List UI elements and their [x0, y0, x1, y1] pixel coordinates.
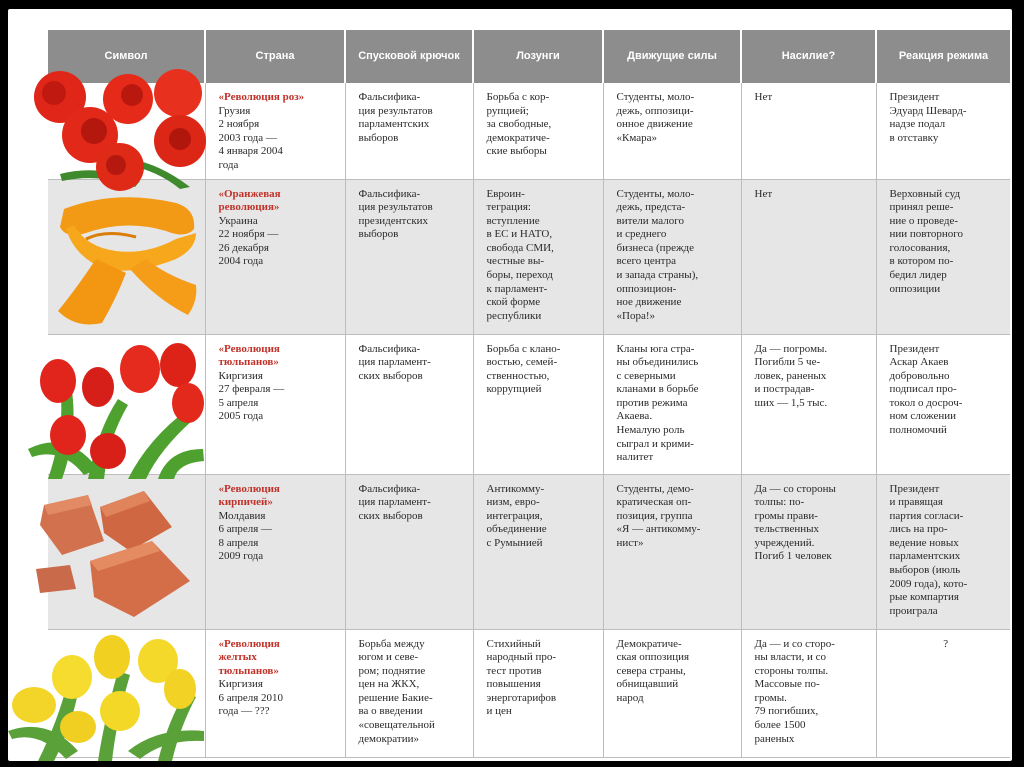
country-dates: Киргизия 27 февраля — 5 апреля 2005 года — [218, 369, 285, 423]
orange-scarf-icon — [46, 189, 206, 339]
trigger-cell: Фальсифика- ция результатов парламентских выборов — [345, 83, 473, 179]
country-dates: Киргизия 6 апреля 2010 года — ??? — [218, 678, 284, 718]
driving-forces-cell: Демократиче- ская оппозиция севера страны, обнищавший народ — [603, 629, 741, 757]
country-cell — [205, 83, 345, 179]
header-regime-reaction: Реакция режима — [876, 30, 1010, 83]
slogans-cell: Антикомму- низм, евро- интеграция, объединение с Румынией — [473, 474, 603, 629]
header-trigger: Спусковой крючок — [345, 30, 473, 83]
header-violence: Насилие? — [741, 30, 876, 83]
violence-cell: Нет — [741, 179, 876, 334]
country-cell — [205, 474, 345, 629]
driving-forces-cell: Студенты, демо- кратическая оп- позиция, группа «Я — антикомму- нист» — [603, 474, 741, 629]
revolution-name: «Революция роз» — [218, 91, 305, 103]
trigger-cell: Фальсифика- ция парламент- ских выборов — [345, 334, 473, 474]
header-symbol: Символ — [48, 30, 205, 83]
slogans-cell: Евроин- теграция: вступление в ЕС и НАТО, свобода СМИ, честные вы- боры, переход к парламент- ской форме республики — [473, 179, 603, 334]
regime-reaction-cell: Президент Аскар Акаев добровольно подписал про- токол о досроч- ном сложении полномочий — [876, 334, 1010, 474]
header-country: Страна — [205, 30, 345, 83]
driving-forces-cell: Кланы юга стра- ны объединились с северными кланами в борьбе против режима Акаева. Немалую роль сыграл и крими- налитет — [603, 334, 741, 474]
red-tulips-icon — [28, 339, 208, 479]
country-cell — [205, 179, 345, 334]
regime-reaction-cell: ? — [876, 629, 1010, 757]
country-dates: Молдавия 6 апреля — 8 апреля 2009 года — [218, 509, 273, 563]
header-driving-forces: Движущие силы — [603, 30, 741, 83]
slogans-cell: Стихийный народный про- тест против повышения энерготарифов и цен — [473, 629, 603, 757]
revolution-name: «Оранжевая революция» — [218, 187, 281, 214]
violence-cell: Да — со стороны толпы: по- громы прави- тельственных учреждений. Погиб 1 человек — [741, 474, 876, 629]
country-cell — [205, 629, 345, 757]
trigger-cell: Фальсифика- ция парламент- ских выборов — [345, 474, 473, 629]
sheet — [8, 9, 1012, 761]
country-dates: Грузия 2 ноября 2003 года — 4 января 2004 года — [218, 104, 283, 171]
revolution-name: «Революция желтых тюльпанов» — [218, 637, 280, 677]
yellow-tulips-icon — [8, 631, 208, 761]
country-dates: Украина 22 ноября — 26 декабря 2004 года — [218, 214, 279, 268]
driving-forces-cell: Студенты, моло- дежь, предста- вители малого и среднего бизнеса (прежде всего центра и запада страны), оппозицион- ное движение «Пора!» — [603, 179, 741, 334]
header-slogans: Лозунги — [473, 30, 603, 83]
driving-forces-cell: Студенты, моло- дежь, оппозици- онное движение «Кмара» — [603, 83, 741, 179]
bricks-icon — [34, 485, 204, 625]
slogans-cell: Борьба с кор- рупцией; за свободные, демократиче- ские выборы — [473, 83, 603, 179]
country-cell — [205, 334, 345, 474]
trigger-cell: Фальсифика- ция результатов президентских выборов — [345, 179, 473, 334]
violence-cell: Да — и со сторо- ны власти, и со стороны толпы. Массовые по- громы. 79 погибших, более 1500 раненых — [741, 629, 876, 757]
revolution-name: «Революция тюльпанов» — [218, 342, 280, 369]
violence-cell: Да — погромы. Погибли 5 че- ловек, раненых и пострадав- ших — 1,5 тыс. — [741, 334, 876, 474]
regime-reaction-cell: Президент и правящая партия согласи- лись на про- ведение новых парламентских выборов (июль 2009 года), кото- рые компартия проиграла — [876, 474, 1010, 629]
trigger-cell: Борьба между югом и севе- ром; поднятие цен на ЖКХ, решение Бакие- ва о введении «совещательной демократии» — [345, 629, 473, 757]
slogans-cell: Борьба с клано- востью, семей- ственностью, коррупцией — [473, 334, 603, 474]
regime-reaction-cell: Верховный суд принял реше- ние о проведе- нии повторного голосования, в котором по- бедил лидер оппозиции — [876, 179, 1010, 334]
violence-cell: Нет — [741, 83, 876, 179]
regime-reaction-cell: Президент Эдуард Шевард- надзе подал в отставку — [876, 83, 1010, 179]
revolution-name: «Революция кирпичей» — [218, 482, 280, 509]
red-roses-icon — [20, 69, 210, 197]
